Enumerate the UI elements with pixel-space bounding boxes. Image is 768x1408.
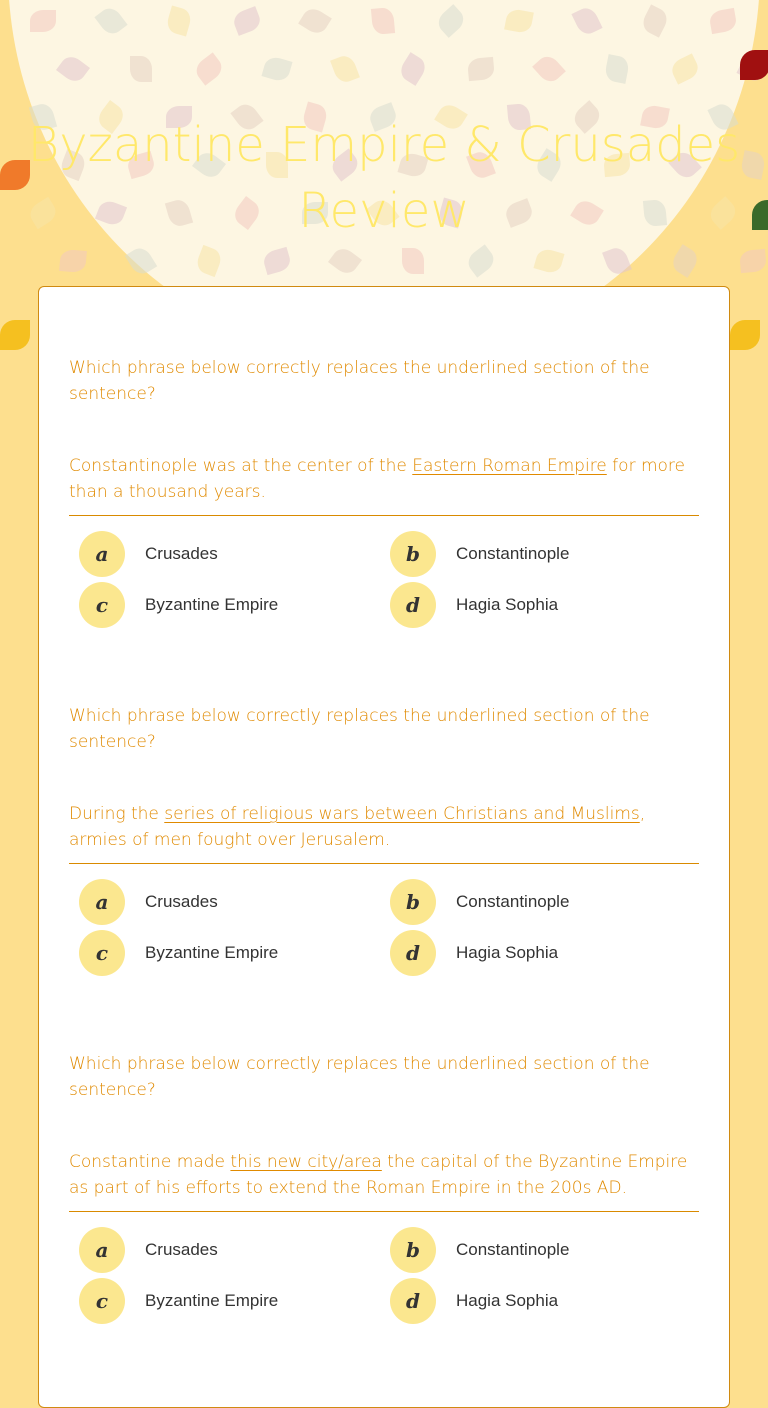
answer-option-a[interactable] xyxy=(79,531,390,577)
leaf-icon xyxy=(130,56,152,82)
sentence-underlined: Eastern Roman Empire xyxy=(412,456,607,476)
divider xyxy=(69,863,699,864)
question-prompt: Which phrase below correctly replaces the underlined section of the sentence? xyxy=(69,706,650,752)
option-text: Constantinople xyxy=(456,544,570,563)
question-sentence xyxy=(69,1149,699,1201)
leaf-icon xyxy=(30,10,56,32)
option-text: Crusades xyxy=(145,544,218,563)
option-letter-badge: b xyxy=(390,1227,436,1273)
question-sentence xyxy=(69,453,699,505)
leaf-icon xyxy=(740,50,768,80)
option-text: Crusades xyxy=(145,892,218,911)
question xyxy=(69,355,699,628)
option-letter-badge: a xyxy=(79,1227,125,1273)
leaf-icon xyxy=(402,248,424,274)
sentence-underlined: this new city/area xyxy=(230,1152,382,1172)
option-letter-badge: d xyxy=(390,582,436,628)
option-text: Byzantine Empire xyxy=(145,943,279,962)
answer-option-d[interactable] xyxy=(390,930,701,976)
option-letter-badge: b xyxy=(390,531,436,577)
option-letter-badge: c xyxy=(79,930,125,976)
answer-option-b[interactable] xyxy=(390,879,701,925)
option-letter-badge: a xyxy=(79,879,125,925)
answer-option-b[interactable] xyxy=(390,1227,701,1273)
option-text: Hagia Sophia xyxy=(456,943,559,962)
answer-option-c[interactable] xyxy=(79,582,390,628)
question-prompt: Which phrase below correctly replaces the underlined section of the sentence? xyxy=(69,1054,650,1100)
option-text: Hagia Sophia xyxy=(456,595,559,614)
option-letter-badge: b xyxy=(390,879,436,925)
option-text: Crusades xyxy=(145,1240,218,1259)
question xyxy=(69,1051,699,1324)
answer-options xyxy=(79,531,699,628)
option-text: Hagia Sophia xyxy=(456,1291,559,1310)
answer-option-c[interactable] xyxy=(79,930,390,976)
option-letter-badge: d xyxy=(390,930,436,976)
answer-option-a[interactable] xyxy=(79,1227,390,1273)
leaf-icon xyxy=(730,320,760,350)
option-letter-badge: a xyxy=(79,531,125,577)
sentence-after: for more than a thousand years. xyxy=(69,456,685,502)
answer-option-a[interactable] xyxy=(79,879,390,925)
option-text: Byzantine Empire xyxy=(145,595,279,614)
answer-option-d[interactable] xyxy=(390,582,701,628)
question-prompt: Which phrase below correctly replaces the underlined section of the sentence? xyxy=(69,358,650,404)
answer-option-b[interactable] xyxy=(390,531,701,577)
worksheet-card xyxy=(38,286,730,1408)
option-text: Constantinople xyxy=(456,1240,570,1259)
page-title: Byzantine Empire & Crusades Review xyxy=(27,117,741,239)
option-letter-badge: d xyxy=(390,1278,436,1324)
sentence-after: , armies of men fought over Jerusalem. xyxy=(69,804,646,850)
sentence-before: During the xyxy=(69,804,165,824)
answer-option-c[interactable] xyxy=(79,1278,390,1324)
option-text: Constantinople xyxy=(456,892,570,911)
divider xyxy=(69,515,699,516)
divider xyxy=(69,1211,699,1212)
question xyxy=(69,703,699,976)
leaf-icon xyxy=(59,249,87,273)
sentence-before: Constantine made xyxy=(69,1152,231,1172)
sentence-after: the capital of the Byzantine Empire as part of his efforts to extend the Roman Empire in the 200s AD. xyxy=(69,1152,688,1198)
option-letter-badge: c xyxy=(79,582,125,628)
leaf-icon xyxy=(739,249,767,273)
answer-options xyxy=(79,879,699,976)
sentence-before: Constantinople was at the center of the xyxy=(69,456,413,476)
option-text: Byzantine Empire xyxy=(145,1291,279,1310)
question-sentence xyxy=(69,801,699,853)
answer-option-d[interactable] xyxy=(390,1278,701,1324)
leaf-icon xyxy=(0,320,30,350)
answer-options xyxy=(79,1227,699,1324)
option-letter-badge: c xyxy=(79,1278,125,1324)
sentence-underlined: series of religious wars between Christians and Muslims xyxy=(164,804,640,824)
leaf-icon xyxy=(669,244,701,278)
